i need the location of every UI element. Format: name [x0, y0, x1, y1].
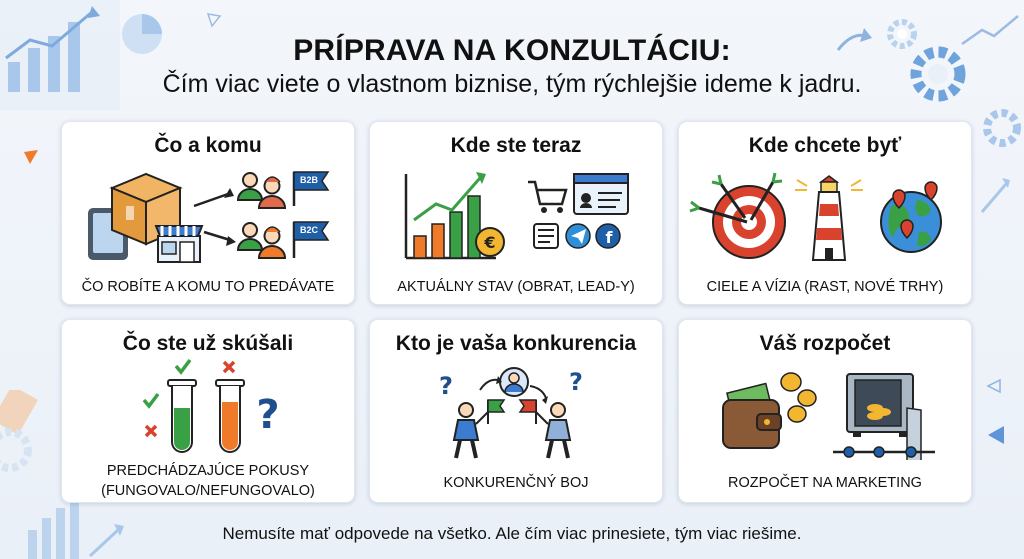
coins-icon — [781, 373, 816, 422]
euro-coin-icon — [476, 228, 504, 256]
check-icon — [176, 360, 190, 372]
wallet-icon — [723, 383, 781, 448]
budget-icon — [679, 360, 971, 460]
customer-avatar-icon — [500, 368, 528, 396]
flag-label-b2c: B2C — [299, 225, 318, 235]
svg-text:?: ? — [569, 368, 583, 396]
lighthouse-icon — [795, 176, 863, 260]
telegram-icon — [566, 224, 590, 248]
gear-icon — [0, 390, 46, 480]
svg-text:€: € — [484, 233, 496, 252]
card-title: Čo a komu — [154, 134, 262, 157]
test-tubes-icon — [62, 358, 354, 458]
triangle-decoration — [986, 424, 1006, 446]
check-icon — [144, 394, 158, 406]
card-goals — [678, 121, 972, 305]
person-right-icon — [520, 400, 570, 458]
facebook-icon — [596, 224, 620, 248]
card-caption-line: PREDCHÁDZAJÚCE POKUSY — [106, 463, 310, 479]
flag-label-b2b: B2B — [299, 175, 318, 185]
arrow-icon — [480, 380, 498, 390]
card-competition — [369, 319, 663, 503]
goals-vision-icon — [679, 166, 971, 266]
target-icon — [690, 173, 785, 258]
test-tube-green-icon — [168, 380, 196, 452]
card-title: Kto je vaša konkurencia — [395, 332, 637, 355]
svg-text:?: ? — [256, 392, 280, 438]
svg-text:f: f — [605, 228, 613, 247]
arrow-decoration — [978, 176, 1012, 216]
card-title: Váš rozpočet — [759, 332, 891, 355]
competitors-icon — [370, 360, 662, 460]
card-title: Kde chcete byť — [748, 134, 902, 157]
growth-chart-icon — [370, 166, 662, 266]
card-title: Čo ste už skúšali — [122, 332, 294, 355]
triangle-decoration — [986, 378, 1002, 394]
cross-icon — [146, 426, 156, 436]
footer-note: Nemusíte mať odpovede na všetko. Ale čím viac prinesiete, tým viac riešime. — [222, 524, 802, 543]
browser-window-icon — [574, 174, 628, 214]
question-mark-icon — [256, 392, 279, 438]
card-caption — [68, 462, 348, 501]
card-previous-attempts — [61, 319, 355, 503]
card-budget — [678, 319, 972, 503]
newsletter-icon — [534, 224, 558, 248]
shopping-cart-icon — [528, 182, 566, 213]
card-caption-line: (FUNGOVALO/NEFUNGOVALO) — [101, 482, 315, 499]
svg-text:?: ? — [439, 372, 453, 400]
gear-icon — [976, 104, 1024, 152]
arrow-icon — [530, 386, 546, 398]
arrow-icon — [204, 232, 230, 240]
arrow-icon — [194, 194, 228, 206]
page-title: PRÍPRAVA NA KONZULTÁCIU: — [293, 34, 731, 67]
card-what-and-whom — [61, 121, 355, 305]
test-tube-orange-icon — [216, 380, 244, 452]
cross-icon — [224, 362, 234, 372]
card-caption: CIELE A VÍZIA (RAST, NOVÉ TRHY) — [706, 279, 944, 295]
users-icon — [238, 223, 285, 258]
card-current-state — [369, 121, 663, 305]
card-caption: ČO ROBÍTE A KOMU TO PREDÁVATE — [81, 279, 335, 295]
card-title: Kde ste teraz — [450, 134, 582, 157]
users-icon — [238, 173, 285, 208]
triangle-decoration — [206, 12, 222, 28]
card-caption: AKTUÁLNY STAV (OBRAT, LEAD-Y) — [397, 279, 635, 295]
triangle-decoration — [22, 148, 40, 166]
page-subtitle: Čím viac viete o vlastnom biznise, tým rýchlejšie ideme k jadru. — [162, 70, 862, 98]
shop-icon — [156, 226, 202, 262]
card-caption: ROZPOČET NA MARKETING — [728, 475, 922, 491]
person-left-icon — [454, 400, 504, 458]
card-caption: KONKURENČNÝ BOJ — [443, 475, 589, 491]
question-mark-icon — [569, 368, 583, 396]
question-mark-icon — [439, 372, 453, 400]
